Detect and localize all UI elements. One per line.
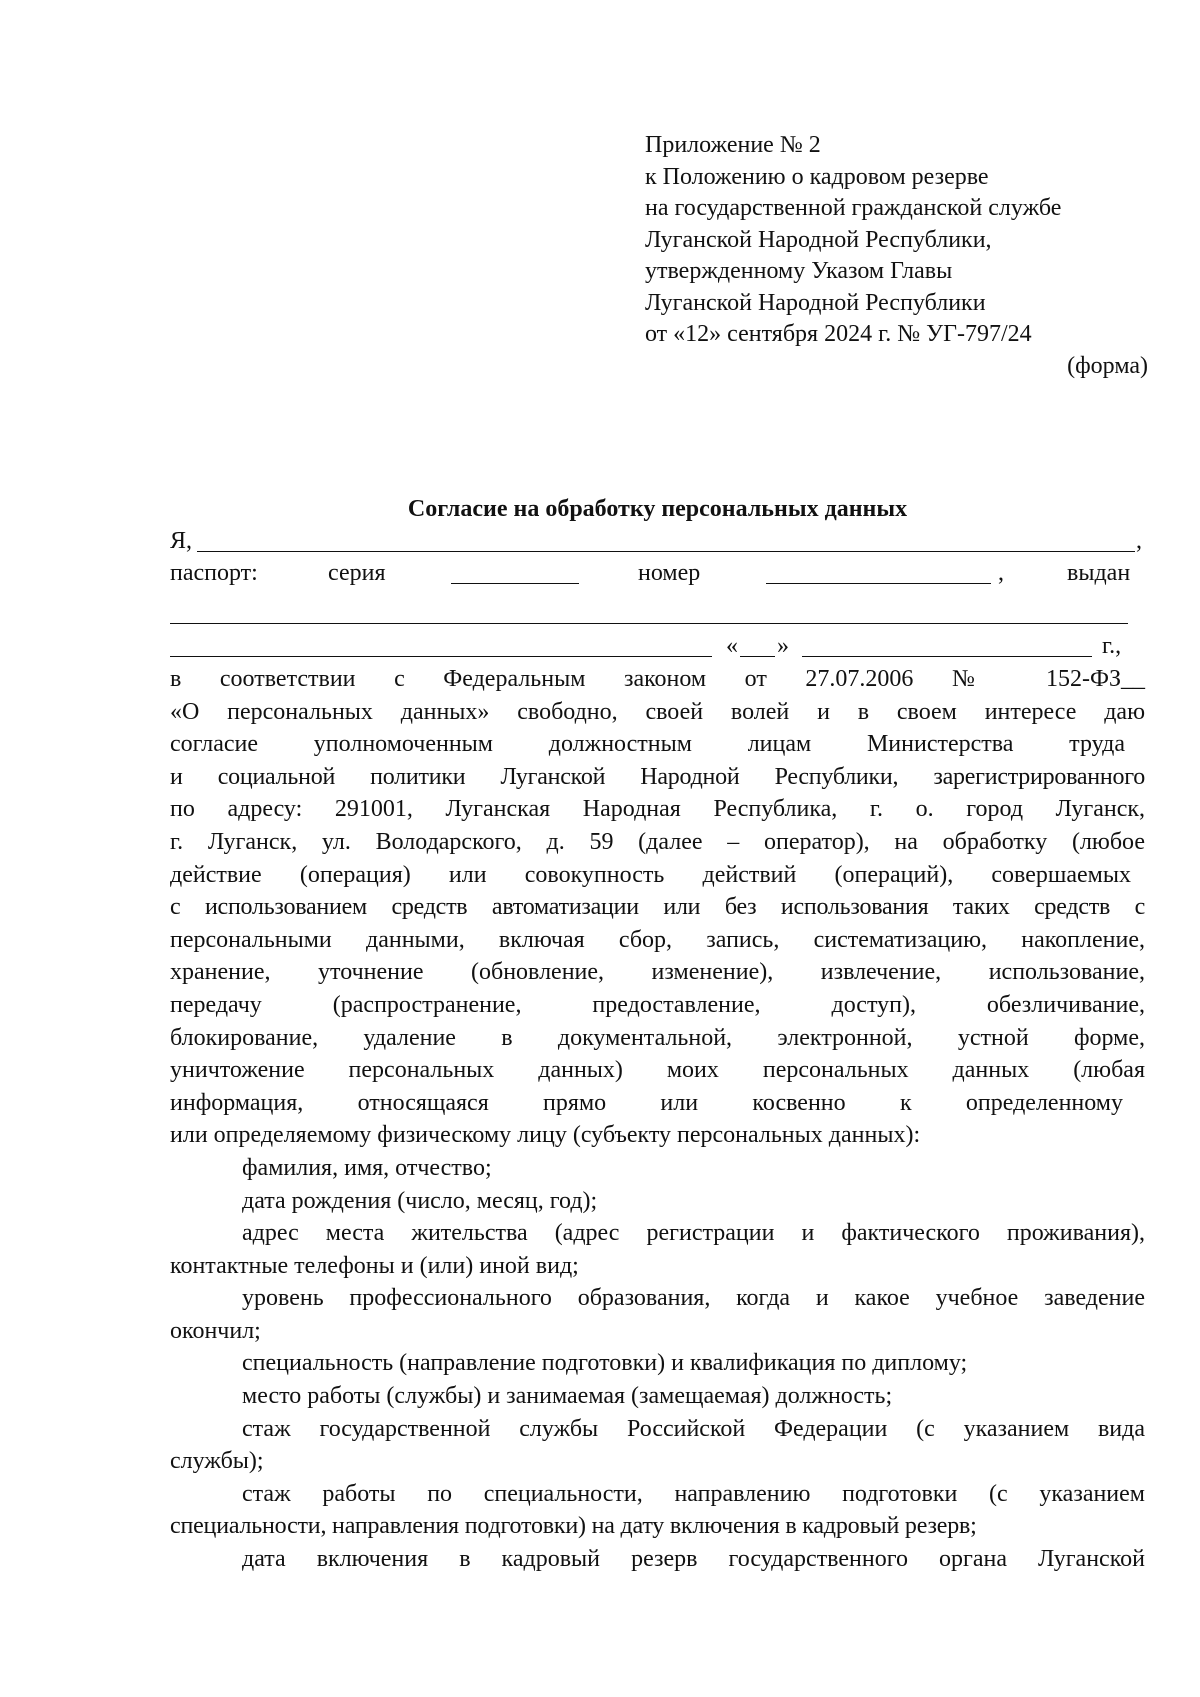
paragraph-line: блокирование, удаление в документальной, электронной, устной форме, <box>170 1024 1145 1051</box>
full-name-field[interactable] <box>197 551 1135 552</box>
list-item: дата рождения (число, месяц, год); <box>242 1187 598 1214</box>
paragraph-line: и социальной политики Луганской Народной Республики, зарегистрированного <box>170 763 1145 790</box>
issued-by-row <box>170 597 1145 629</box>
paragraph-line: г. Луганск, ул. Володарского, д. 59 (далее – оператор), на обработку (любое <box>170 828 1145 855</box>
paragraph-line: с использованием средств автоматизации или без использования таких средств с <box>170 894 1145 921</box>
paragraph-line: передачу (распространение, предоставление, доступ), обезличивание, <box>170 991 1145 1018</box>
quote-open: « <box>726 633 738 659</box>
paragraph-line: действие (операция) или совокупность действий (операций), совершаемых <box>170 861 1131 888</box>
name-row-comma: , <box>1136 528 1142 554</box>
list-item: специальность (направление подготовки) и квалификация по диплому; <box>242 1350 968 1377</box>
issued-label: выдан <box>1067 560 1131 586</box>
appendix-line: утвержденному Указом Главы <box>645 258 953 284</box>
appendix-line: на государственной гражданской службе <box>645 195 1062 221</box>
paragraph-line: по адресу: 291001, Луганская Народная Республика, г. о. город Луганск, <box>170 796 1145 823</box>
list-item-continuation: окончил; <box>170 1317 261 1344</box>
paragraph-line: хранение, уточнение (обновление, изменение), извлечение, использование, <box>170 959 1145 986</box>
list-item: фамилия, имя, отчество; <box>242 1154 492 1181</box>
number-label: номер <box>638 560 701 586</box>
passport-number-field[interactable] <box>766 583 991 584</box>
list-item-continuation: специальности, направления подготовки) на дату включения в кадровый резерв; <box>170 1513 977 1540</box>
passport-label: паспорт: <box>170 560 258 586</box>
issue-month-field[interactable] <box>802 656 1092 657</box>
document-title: Согласие на обработку персональных данных <box>407 496 908 522</box>
issued-by-continuation-field[interactable] <box>170 656 712 657</box>
issue-day-field[interactable] <box>740 656 775 657</box>
issue-date-row <box>170 630 1145 662</box>
ya-label: Я, <box>170 528 193 554</box>
list-item: место работы (службы) и занимаемая (замещаемая) должность; <box>242 1383 893 1410</box>
passport-row <box>170 557 1145 589</box>
paragraph-line: уничтожение персональных данных) моих персональных данных (любая <box>170 1057 1145 1084</box>
list-item: стаж государственной службы Российской Федерации (с указанием вида <box>242 1415 1145 1442</box>
quote-close: » <box>777 633 789 659</box>
list-item-continuation: службы); <box>170 1448 264 1475</box>
appendix-line: Луганской Народной Республики, <box>645 226 992 253</box>
number-comma: , <box>998 560 1004 586</box>
appendix-line: Луганской Народной Республики <box>645 289 986 316</box>
list-item: стаж работы по специальности, направлению подготовки (с указанием <box>242 1480 1145 1507</box>
paragraph-line: согласие уполномоченным должностным лицам Министерства труда <box>170 731 1125 758</box>
list-item-continuation: контактные телефоны и (или) иной вид; <box>170 1252 579 1279</box>
form-label: (форма) <box>1067 352 1148 379</box>
appendix-line: к Положению о кадровом резерве <box>645 163 989 190</box>
issued-by-field[interactable] <box>170 623 1128 624</box>
paragraph-line: персональными данными, включая сбор, запись, систематизацию, накопление, <box>170 926 1145 953</box>
paragraph-line: информация, относящаяся прямо или косвенно к определенному <box>170 1089 1123 1116</box>
consent-body <box>170 663 1145 1576</box>
appendix-line: Приложение № 2 <box>645 132 821 158</box>
passport-series-field[interactable] <box>451 583 579 584</box>
series-label: серия <box>328 560 386 586</box>
name-row <box>170 525 1145 557</box>
list-item: уровень профессионального образования, когда и какое учебное заведение <box>242 1285 1145 1312</box>
year-suffix: г., <box>1102 633 1122 659</box>
appendix-header <box>645 130 1148 382</box>
paragraph-line: в соответствии с Федеральным законом от 27.07.2006 № 152-ФЗ__ <box>170 666 1145 692</box>
list-item: адрес места жительства (адрес регистрации и фактического проживания), <box>242 1220 1145 1247</box>
appendix-line: от «12» сентября 2024 г. № УГ-797/24 <box>645 321 1032 347</box>
paragraph-line: «О персональных данных» свободно, своей волей и в своем интересе даю <box>170 698 1145 725</box>
list-item: дата включения в кадровый резерв государственного органа Луганской <box>242 1546 1145 1573</box>
paragraph-line: или определяемому физическому лицу (субъекту персональных данных): <box>170 1122 921 1149</box>
